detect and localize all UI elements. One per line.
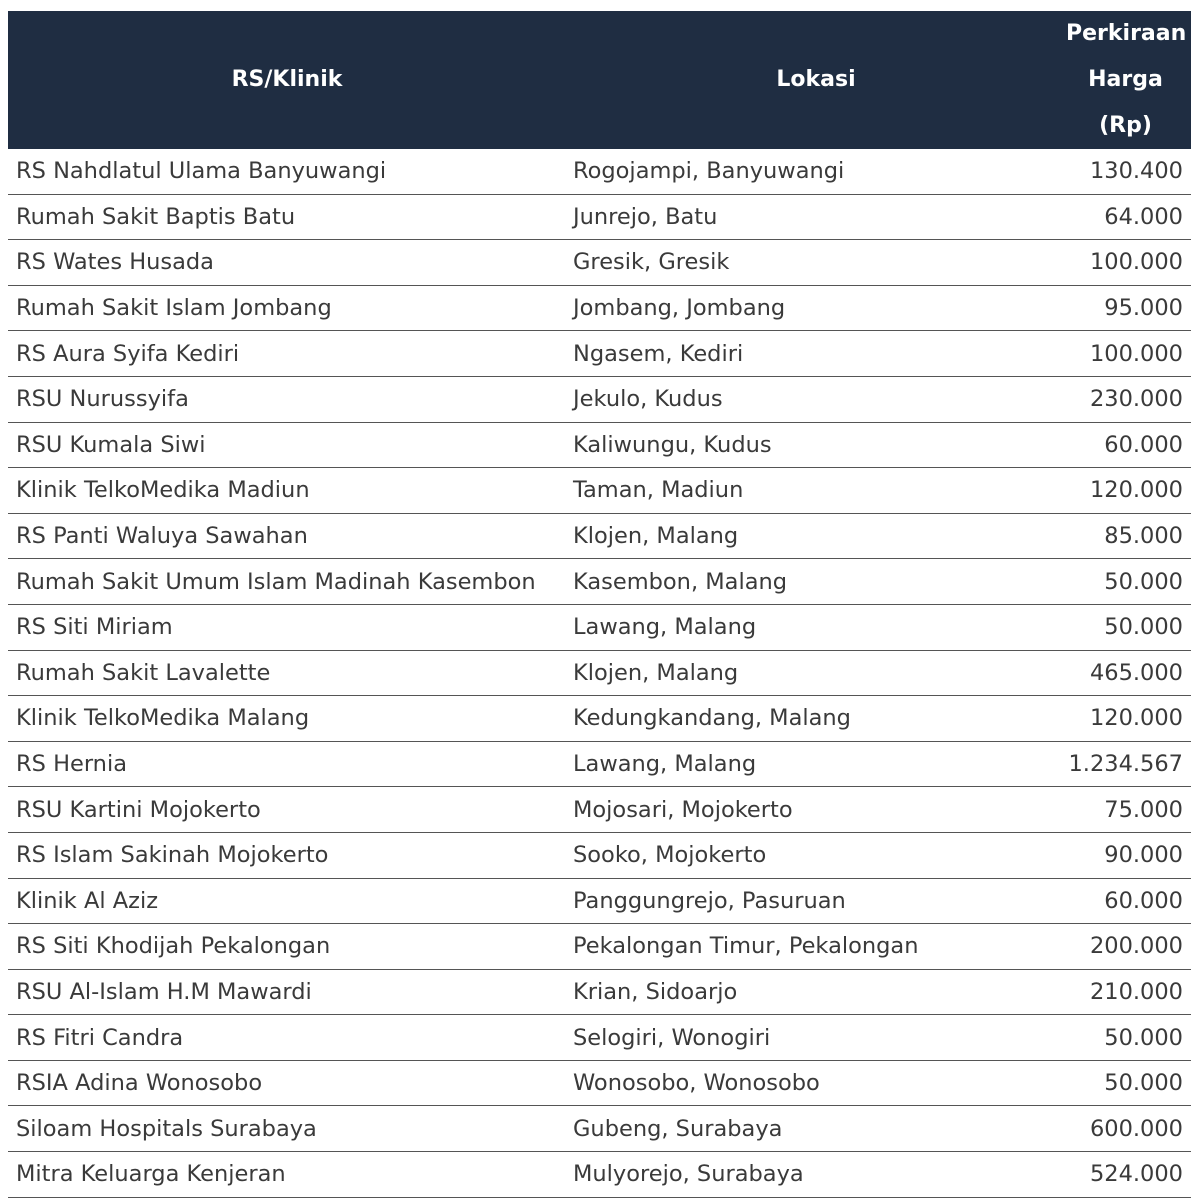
price-cell: 50.000 bbox=[1066, 1060, 1191, 1106]
location-cell: Selogiri, Wonogiri bbox=[566, 1015, 1066, 1061]
hospital-name-cell: Rumah Sakit Baptis Batu bbox=[8, 194, 566, 240]
hospital-name-cell: Mitra Keluarga Kenjeran bbox=[8, 1152, 566, 1198]
location-cell: Panggungrejo, Pasuruan bbox=[566, 878, 1066, 924]
price-cell: 64.000 bbox=[1066, 194, 1191, 240]
table-row bbox=[8, 240, 1191, 286]
table-row bbox=[8, 194, 1191, 240]
price-cell: 90.000 bbox=[1066, 832, 1191, 878]
location-cell: Pekalongan Timur, Pekalongan bbox=[566, 924, 1066, 970]
table-row bbox=[8, 1152, 1191, 1198]
table-row bbox=[8, 1060, 1191, 1106]
hospital-name-cell: Siloam Hospitals Surabaya bbox=[8, 1106, 566, 1152]
hospital-name-cell: RS Siti Miriam bbox=[8, 604, 566, 650]
table-body bbox=[8, 149, 1191, 1197]
table-row bbox=[8, 650, 1191, 696]
hospital-name-cell: RSU Kumala Siwi bbox=[8, 422, 566, 468]
price-cell: 210.000 bbox=[1066, 969, 1191, 1015]
location-cell: Junrejo, Batu bbox=[566, 194, 1066, 240]
location-cell: Jekulo, Kudus bbox=[566, 376, 1066, 422]
table-row bbox=[8, 604, 1191, 650]
price-cell: 1.234.567 bbox=[1066, 741, 1191, 787]
price-cell: 60.000 bbox=[1066, 422, 1191, 468]
price-cell: 130.400 bbox=[1066, 149, 1191, 194]
hospital-name-cell: RSU Kartini Mojokerto bbox=[8, 787, 566, 833]
location-cell: Klojen, Malang bbox=[566, 513, 1066, 559]
hospital-price-table bbox=[8, 11, 1191, 1198]
hospital-name-cell: RS Aura Syifa Kediri bbox=[8, 331, 566, 377]
hospital-name-cell: RSIA Adina Wonosobo bbox=[8, 1060, 566, 1106]
location-cell: Mulyorejo, Surabaya bbox=[566, 1152, 1066, 1198]
price-cell: 200.000 bbox=[1066, 924, 1191, 970]
table-row bbox=[8, 1106, 1191, 1152]
table-row bbox=[8, 513, 1191, 559]
price-cell: 95.000 bbox=[1066, 285, 1191, 331]
hospital-name-cell: RS Hernia bbox=[8, 741, 566, 787]
location-cell: Krian, Sidoarjo bbox=[566, 969, 1066, 1015]
price-cell: 50.000 bbox=[1066, 1015, 1191, 1061]
location-cell: Sooko, Mojokerto bbox=[566, 832, 1066, 878]
hospital-name-cell: RSU Al-Islam H.M Mawardi bbox=[8, 969, 566, 1015]
price-cell: 75.000 bbox=[1066, 787, 1191, 833]
table-row bbox=[8, 468, 1191, 514]
price-table-container bbox=[8, 11, 1191, 1198]
price-cell: 120.000 bbox=[1066, 468, 1191, 514]
header-hospital: RS/Klinik bbox=[8, 11, 566, 149]
table-row bbox=[8, 422, 1191, 468]
header-location: Lokasi bbox=[566, 11, 1066, 149]
price-cell: 50.000 bbox=[1066, 604, 1191, 650]
location-cell: Wonosobo, Wonosobo bbox=[566, 1060, 1066, 1106]
table-header bbox=[8, 11, 1191, 149]
price-cell: 600.000 bbox=[1066, 1106, 1191, 1152]
location-cell: Lawang, Malang bbox=[566, 741, 1066, 787]
hospital-name-cell: Klinik TelkoMedika Malang bbox=[8, 696, 566, 742]
price-cell: 100.000 bbox=[1066, 331, 1191, 377]
hospital-name-cell: Klinik Al Aziz bbox=[8, 878, 566, 924]
table-row bbox=[8, 832, 1191, 878]
price-cell: 85.000 bbox=[1066, 513, 1191, 559]
price-cell: 230.000 bbox=[1066, 376, 1191, 422]
location-cell: Taman, Madiun bbox=[566, 468, 1066, 514]
location-cell: Gubeng, Surabaya bbox=[566, 1106, 1066, 1152]
hospital-name-cell: Rumah Sakit Lavalette bbox=[8, 650, 566, 696]
location-cell: Rogojampi, Banyuwangi bbox=[566, 149, 1066, 194]
hospital-name-cell: RS Panti Waluya Sawahan bbox=[8, 513, 566, 559]
hospital-name-cell: Rumah Sakit Umum Islam Madinah Kasembon bbox=[8, 559, 566, 605]
location-cell: Kaliwungu, Kudus bbox=[566, 422, 1066, 468]
header-price-line1: Perkiraan bbox=[1066, 21, 1187, 46]
location-cell: Klojen, Malang bbox=[566, 650, 1066, 696]
table-row bbox=[8, 285, 1191, 331]
table-row bbox=[8, 741, 1191, 787]
hospital-name-cell: Rumah Sakit Islam Jombang bbox=[8, 285, 566, 331]
hospital-name-cell: RS Islam Sakinah Mojokerto bbox=[8, 832, 566, 878]
table-row bbox=[8, 1015, 1191, 1061]
table-row bbox=[8, 559, 1191, 605]
location-cell: Gresik, Gresik bbox=[566, 240, 1066, 286]
table-row bbox=[8, 924, 1191, 970]
location-cell: Kedungkandang, Malang bbox=[566, 696, 1066, 742]
hospital-name-cell: RSU Nurussyifa bbox=[8, 376, 566, 422]
location-cell: Kasembon, Malang bbox=[566, 559, 1066, 605]
hospital-name-cell: RS Nahdlatul Ulama Banyuwangi bbox=[8, 149, 566, 194]
price-cell: 524.000 bbox=[1066, 1152, 1191, 1198]
table-row bbox=[8, 376, 1191, 422]
table-row bbox=[8, 969, 1191, 1015]
table-row bbox=[8, 149, 1191, 194]
header-price bbox=[1066, 11, 1191, 149]
hospital-name-cell: RS Wates Husada bbox=[8, 240, 566, 286]
table-row bbox=[8, 331, 1191, 377]
header-row bbox=[8, 11, 1191, 149]
price-cell: 50.000 bbox=[1066, 559, 1191, 605]
location-cell: Ngasem, Kediri bbox=[566, 331, 1066, 377]
location-cell: Mojosari, Mojokerto bbox=[566, 787, 1066, 833]
table-row bbox=[8, 696, 1191, 742]
hospital-name-cell: Klinik TelkoMedika Madiun bbox=[8, 468, 566, 514]
table-row bbox=[8, 878, 1191, 924]
header-price-line2: Harga (Rp) bbox=[1088, 67, 1163, 138]
price-cell: 120.000 bbox=[1066, 696, 1191, 742]
price-cell: 60.000 bbox=[1066, 878, 1191, 924]
table-row bbox=[8, 787, 1191, 833]
hospital-name-cell: RS Fitri Candra bbox=[8, 1015, 566, 1061]
hospital-name-cell: RS Siti Khodijah Pekalongan bbox=[8, 924, 566, 970]
location-cell: Lawang, Malang bbox=[566, 604, 1066, 650]
location-cell: Jombang, Jombang bbox=[566, 285, 1066, 331]
price-cell: 465.000 bbox=[1066, 650, 1191, 696]
price-cell: 100.000 bbox=[1066, 240, 1191, 286]
